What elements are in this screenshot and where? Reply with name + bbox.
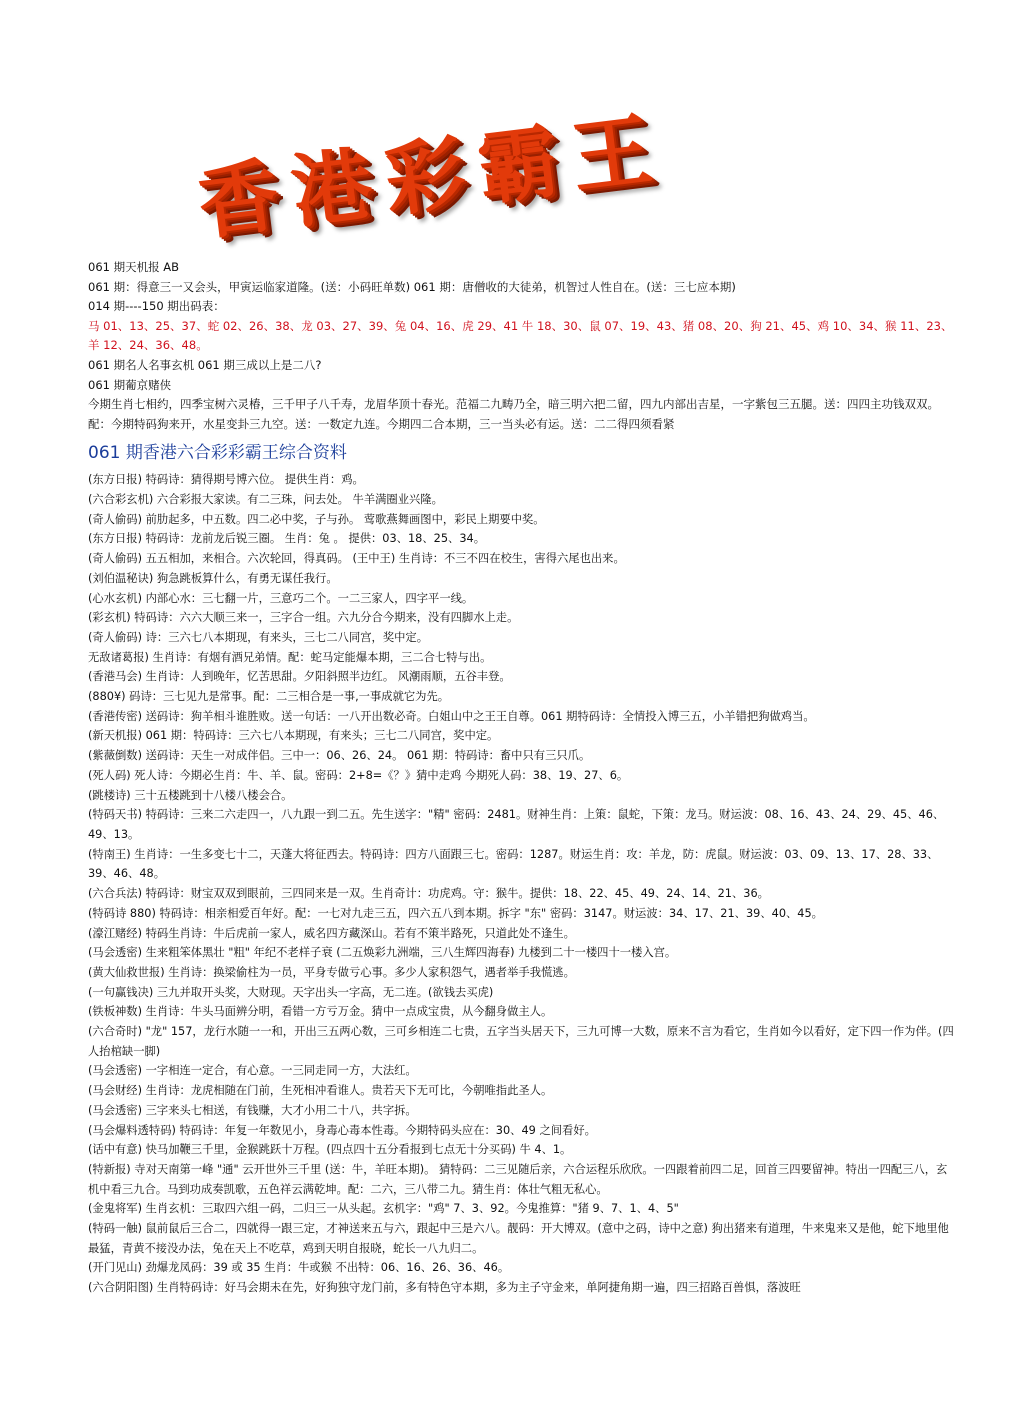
header-line: 061 期天机报 AB — [88, 260, 180, 274]
entry: (跳楼诗) 三十五楼跳到十八楼八楼会合。 — [88, 788, 293, 802]
entry: (六合彩玄机) 六合彩报大家读。有二三珠，问去处。 牛羊满圈业兴隆。 — [88, 493, 443, 507]
entry: (一句赢钱决) 三九并取开头奖，大财现。天字出头一字高，无二连。(欲钱去买虎) — [88, 985, 494, 999]
entry: (奇人偷码) 五五相加，来相合。六次轮回，得真码。 (王中王) 生肖诗：不三不四在校生，害得六尾也出来。 — [88, 552, 625, 566]
entry: (开门见山) 劲爆龙凤码：39 或 35 生肖：牛或猴 不出特：06、16、26、36、46。 — [88, 1261, 510, 1275]
entry: (新天机报) 061 期：特码诗：三六七八本期现，有来头；三七二八同宫，奖中定。 — [88, 729, 499, 743]
entry: (特南王) 生肖诗：一生多变七十二，天蓬大将征西去。特码诗：四方八面跟三七。密码：1287。财运生肖：攻：羊龙，防：虎鼠。财运波：03、09、13、17、28、33、39、46、48。 — [88, 847, 939, 881]
entry: (特码诗 880) 特码诗：相亲相爱百年好。配：一七对九走三五，四六五八到本期。拆字 "东" 密码：3147。财运波：34、17、21、39、40、45。 — [88, 906, 823, 920]
entry: (马会透密) 生来粗笨体黑壮 "粗" 年纪不老样子衰 (二五焕彩九洲端，三八生辉四海春) 九楼到二十一楼四十一楼入宫。 — [88, 946, 677, 960]
entry: (马会透密) 一字相连一定合，有心意。一三同走同一方，大法红。 — [88, 1064, 417, 1078]
entry: (濠江赌经) 特码生肖诗：牛后虎前一家人，威名四方藏深山。若有不策半路死，只道此处不逢生。 — [88, 926, 575, 940]
entry: (紫薇倒数) 送码诗：天生一对成伴侣。三中一：06、26、24。 061 期：特码诗：畜中只有三只爪。 — [88, 749, 591, 763]
entry: (特码天书) 特码诗：三来二六走四一，八九跟一到二五。先生送字："精" 密码：2481。财神生肖：上策：鼠蛇，下策：龙马。财运波：08、16、43、24、29、45、46、49、13。 — [88, 808, 945, 841]
entry: (死人码) 死人诗：今期必生肖：牛、羊、鼠。密码：2+8=《？》猜中走鸡 今期死人码：38、19、27、6。 — [88, 768, 629, 782]
middle-paragraph: 今期生肖七相约，四季宝树六灵椿，三千甲子八千寿，龙眉华顶十春光。范福二九畴乃全，暗三明六把二留，四九内部出吉星，一字紫包三五腿。送：四四主功钱双双。配：今期特码狗来开，水星变卦三九空。送：一数定九连。今期四二合本期，三一当头必有运。送：二二得四须看紧 — [88, 397, 939, 431]
entry: 无敌诸葛报) 生肖诗：有烟有酒兄弟情。配：蛇马定能爆本期，三二合七特与出。 — [88, 650, 492, 664]
entry: (彩玄机) 特码诗：六六大顺三来一，三字合一组。六九分合今期来，没有四脚水上走。 — [88, 611, 519, 625]
entry: (铁板神数) 生肖诗：牛头马面辨分明，看错一方亏万金。猜中一点成宝贵，从今翻身做主人。 — [88, 1005, 553, 1019]
header-line: 014 期----150 期出码表： — [88, 299, 225, 314]
entry: (黄大仙救世报) 生肖诗：换梁偷柱为一员，平身专做亏心事。多少人家积怨气，遇者举手我慌逃。 — [88, 965, 575, 979]
entry: (刘伯温秘诀) 狗急跳板算什么，有勇无谋任我行。 — [88, 571, 338, 585]
middle-line: 061 期名人名事玄机 061 期三成以上是二八? — [88, 357, 322, 372]
entry: (奇人偷码) 诗：三六七八本期现，有来头，三七二八同宫，奖中定。 — [88, 630, 429, 644]
middle-line: 061 期葡京赌侠 — [88, 377, 172, 392]
entry: (话中有意) 快马加鞭三千里，金猴跳跃十万程。(四点四十五分看报到七点无十分买码) 牛 4、1。 — [88, 1143, 572, 1157]
entry: (六合阴阳图) 生肖特码诗：好马会期未在先，好狗独守龙门前，多有特色守本期，多为主子守金来，单阿捷角期一遍，四三招路百兽惧，落波旺 — [88, 1281, 801, 1295]
logo-text: 香港彩霸王 — [193, 100, 672, 252]
entry: (心水玄机) 内部心水：三七翻一片，三意巧二个。一二三家人，四字平一线。 — [88, 591, 474, 605]
entry: (马会爆料透特码) 特码诗：年复一年数见小，身毒心毒本性毒。今期特码头应在：30、49 之间看好。 — [88, 1123, 596, 1137]
header-line: 061 期：得意三一又会头，甲寅运临家道隆。(送：小码旺单数) 061 期：唐僧收的大徒弟，机智过人性自在。(送：三七应本期) — [88, 279, 736, 294]
entry: (马会透密) 三字来头七相送，有钱赚，大才小用二十八，共字拆。 — [88, 1103, 417, 1117]
logo — [193, 100, 805, 260]
entry: (特新报) 寺对天南第一峰 "通" 云开世外三千里 (送：牛，羊旺本期)。 猜特码：二三见随后亲，六合运程乐欣欣。一四跟着前四二足，回首三四要留神。特出一四配三八，玄机中看三九合。马到功成奏凯歌，五色祥云满乾坤。配：二六，三八带二九。猜生肖：体壮气粗无私心。 — [88, 1162, 948, 1196]
entry: (六合兵法) 特码诗：财宝双双到眼前，三四同来是一双。生肖奇计：功虎鸡。守：猴牛。提供：18、22、45、49、24、14、21、36。 — [88, 887, 769, 901]
section-title: 061 期香港六合彩彩霸王综合资料 — [88, 443, 347, 464]
zodiac-table: 马 01、13、25、37、蛇 02、26、38、龙 03、27、39、兔 04、16、虎 29、41 牛 18、30、鼠 07、19、43、猪 08、20、狗 21、45、鸡 10、34、猴 11、23、羊 12、24、36、48。 — [88, 318, 953, 353]
entry: (东方日报) 特码诗：龙前龙后锐三圈。 生肖：兔 。 提供：03、18、25、34。 — [88, 532, 485, 546]
entry: (特码一触) 鼠前鼠后三合二，四就得一跟三定，才神送来五与六，跟起中三是六八。靓码：开大博双。(意中之码，诗中之意) 狗出猪来有道理，牛来鬼来又是他，蛇下地里他最猛，青黄不接没办法，兔在天上不吃草，鸡到天明自报晓，蛇长一八九归二。 — [88, 1222, 949, 1255]
document-body — [88, 258, 958, 1298]
entry: (香港传密) 送码诗：狗羊相斗谁胜败。送一句话：一八开出数必奇。白姐山中之王王自尊。061 期特码诗：全情投入博三五，小羊错把狗做鸡当。 — [88, 709, 815, 723]
entry: (香港马会) 生肖诗：人到晚年，忆苦思甜。夕阳斜照半边红。 风潮雨顺，五谷丰登。 — [88, 670, 511, 684]
entry: (金鬼将军) 生肖玄机：三取四六组一码，二归三一从头起。玄机字："鸡" 7、3、92。今鬼推算："猪 9、7、1、4、5" — [88, 1202, 679, 1216]
entry: (东方日报) 特码诗：猜得期号博六位。 提供生肖：鸡。 — [88, 473, 364, 487]
entry: (880¥) 码诗：三七见九是常事。配：二三相合是一事,一事成就它为先。 — [88, 690, 450, 704]
entry: (奇人偷码) 前肋起多，中五数。四二必中奖，子与孙。 莺歌燕舞画图中，彩民上期要中奖。 — [88, 512, 545, 526]
entry: (马会财经) 生肖诗：龙虎相随在门前，生死相冲看谁人。贵若天下无可比，今朝唯指此圣人。 — [88, 1084, 553, 1098]
entry: (六合奇时) "龙" 157，龙行水随一一和，开出三五两心数，三可乡相连二七贵，五字当头居天下，三九可博一大数，原来不言为看它，生肖如今以看好，定下四一作为伴。(四人抬棺缺一脚) — [88, 1025, 954, 1058]
entries-list — [88, 470, 958, 1298]
